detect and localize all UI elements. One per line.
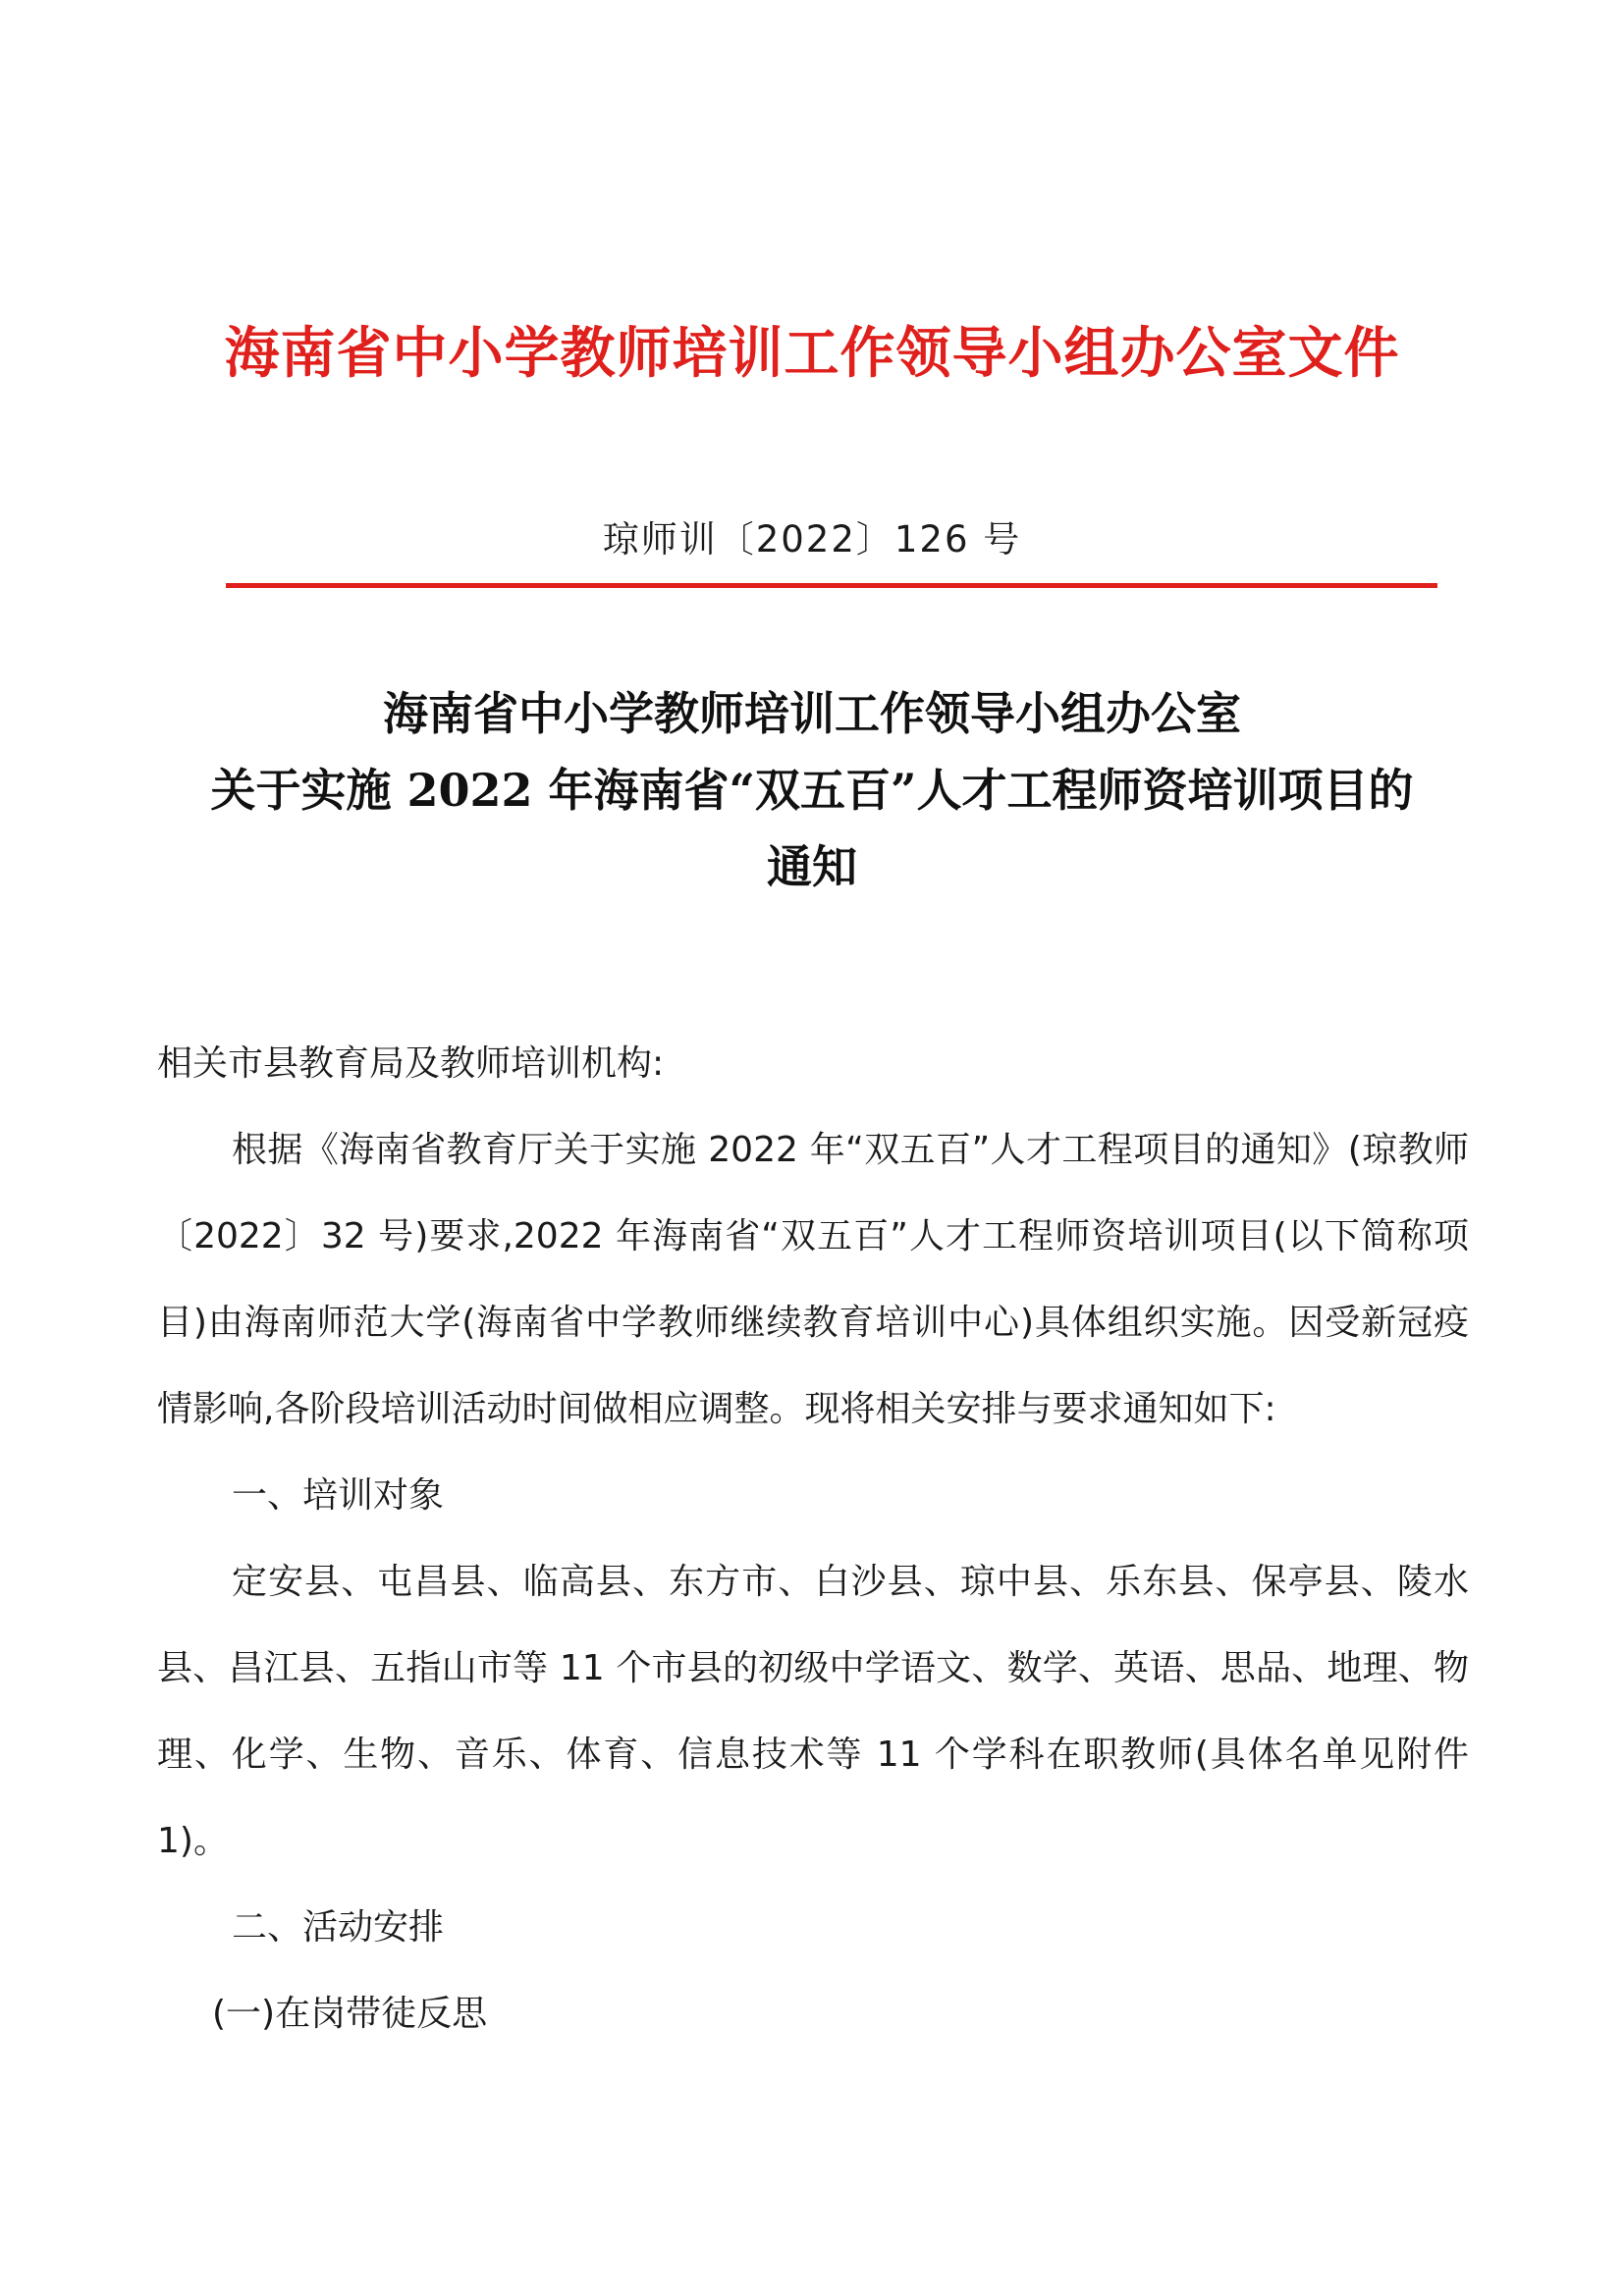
notice-body [157, 1021, 1469, 2057]
section-heading-2: 二、活动安排 [232, 1907, 445, 1948]
title-line-2: 关于实施 2022 年海南省“双五百”人才工程师资培训项目的 [210, 764, 1414, 817]
subsection-heading-1: (一)在岗带徒反思 [212, 1994, 488, 2034]
red-divider-line [226, 583, 1437, 588]
notice-title [137, 675, 1487, 905]
intro-paragraph: 根据《海南省教育厅关于实施 2022 年“双五百”人才工程项目的通知》(琼教师〔2022〕32 号)要求,2022 年海南省“双五百”人才工程师资培训项目(以下简称项目)由海南师范大学(海南省中学教师继续教育培训中心)具体组织实施。因受新冠疫情影响,各阶段培训活动时间做相应调整。现将相关安排与要求通知如下: [157, 1130, 1469, 1429]
title-line-3: 通知 [767, 840, 857, 893]
salutation: 相关市县教育局及教师培训机构: [157, 1043, 665, 1084]
title-line-1: 海南省中小学教师培训工作领导小组办公室 [383, 687, 1241, 740]
red-header-title: 海南省中小学教师培训工作领导小组办公室文件 [224, 321, 1400, 386]
document-number: 琼师训〔2022〕126 号 [602, 518, 1022, 561]
section-heading-1: 一、培训对象 [232, 1475, 445, 1516]
section-1-paragraph: 定安县、屯昌县、临高县、东方市、白沙县、琼中县、乐东县、保亭县、陵水县、昌江县、五指山市等 11 个市县的初级中学语文、数学、英语、思品、地理、物理、化学、生物、音乐、体育、信息技术等 11 个学科在职教师(具体名单见附件 1)。 [157, 1562, 1469, 1861]
